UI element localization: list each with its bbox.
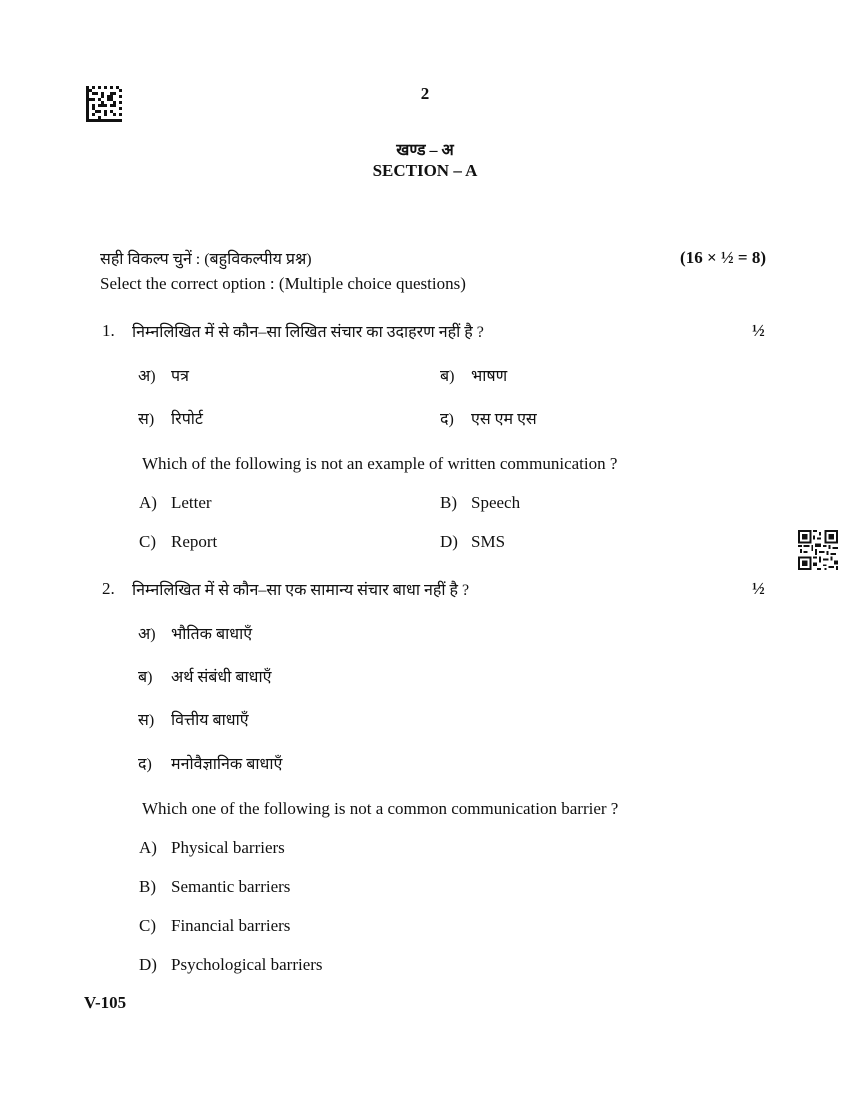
question-marks: ½: [752, 579, 765, 598]
option-label: B): [139, 877, 156, 896]
option-text: पत्र: [171, 368, 189, 385]
option-label: C): [139, 532, 156, 551]
option-label: D): [139, 955, 157, 974]
option-text: SMS: [471, 532, 506, 551]
question-text-hindi: निम्नलिखित में से कौन–सा लिखित संचार का उदाहरण नहीं है ?: [132, 324, 484, 341]
option-label: अ): [138, 368, 156, 385]
question-marks: ½: [752, 321, 765, 340]
instruction-hindi: सही विकल्प चुनें : (बहुविकल्पीय प्रश्न): [100, 251, 312, 268]
option-label: द): [440, 411, 454, 428]
option-label: A): [139, 493, 157, 512]
section-title-english: SECTION – A: [372, 161, 478, 180]
option-text: मनोवैज्ञानिक बाधाएँ: [171, 756, 283, 773]
option-text: भाषण: [471, 368, 508, 385]
option-text: अर्थ संबंधी बाधाएँ: [171, 669, 272, 686]
option-label: D): [440, 532, 458, 551]
option-text: Financial barriers: [171, 916, 291, 935]
option-text: Semantic barriers: [171, 877, 291, 896]
question-number: 1.: [102, 321, 115, 340]
option-text: एस एम एस: [471, 411, 537, 428]
option-text: Letter: [171, 493, 212, 512]
option-label: स): [138, 411, 155, 428]
footer-code: V-105: [84, 993, 127, 1012]
option-text: Psychological barriers: [171, 955, 323, 974]
page-number: 2: [420, 84, 430, 103]
option-label: स): [138, 712, 155, 729]
question-text-hindi: निम्नलिखित में से कौन–सा एक सामान्य संचार बाधा नहीं है ?: [132, 582, 470, 599]
option-label: ब): [138, 669, 153, 686]
option-label: द): [138, 756, 152, 773]
option-text: Speech: [471, 493, 521, 512]
option-text: वित्तीय बाधाएँ: [171, 712, 249, 729]
qr-code: [798, 530, 838, 570]
instruction-marks: (16 × ½ = 8): [680, 248, 766, 267]
instruction-english: Select the correct option : (Multiple choice questions): [100, 274, 466, 293]
option-label: ब): [440, 368, 455, 385]
question-text-english: Which one of the following is not a common communication barrier ?: [142, 799, 619, 818]
option-text: Physical barriers: [171, 838, 285, 857]
option-text: Report: [171, 532, 218, 551]
option-text: रिपोर्ट: [171, 411, 203, 428]
option-label: A): [139, 838, 157, 857]
option-label: अ): [138, 626, 156, 643]
option-label: C): [139, 916, 156, 935]
section-title-hindi: खण्ड – अ: [396, 142, 454, 159]
option-text: भौतिक बाधाएँ: [171, 626, 253, 643]
question-text-english: Which of the following is not an example of written communication ?: [142, 454, 618, 473]
option-label: B): [440, 493, 457, 512]
question-number: 2.: [102, 579, 115, 598]
